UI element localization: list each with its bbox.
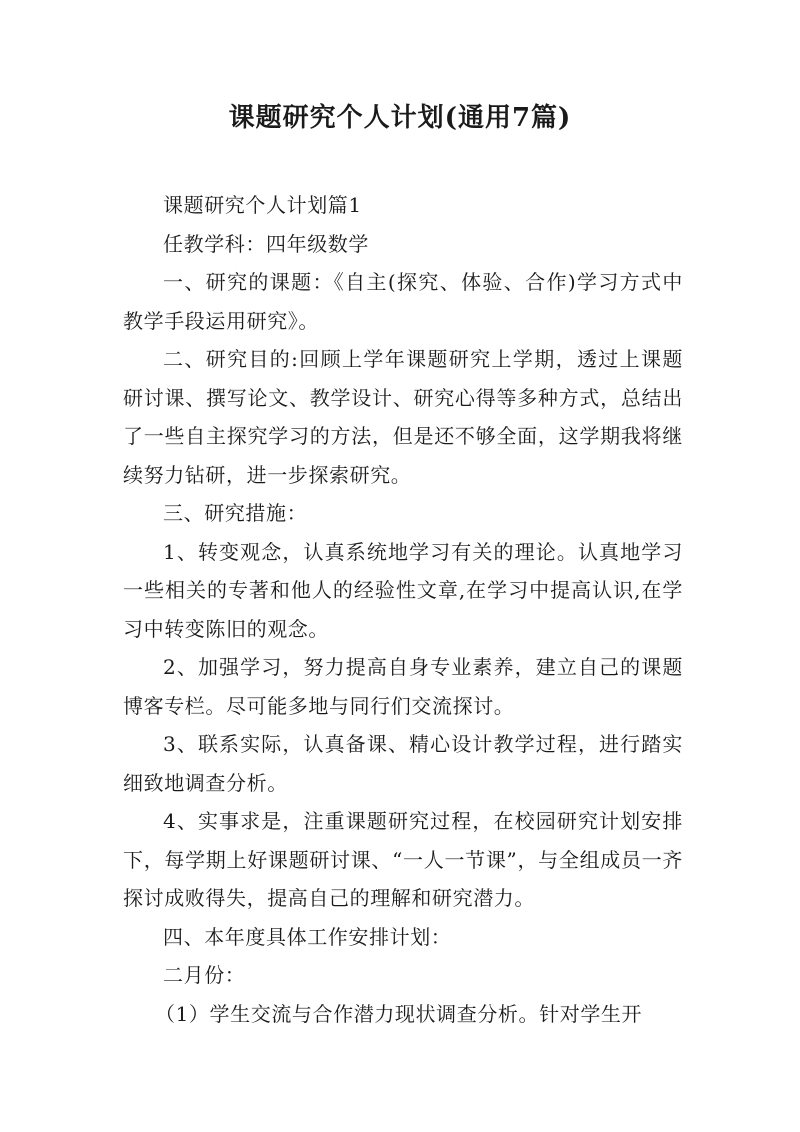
paragraph-research-purpose: 二、研究目的:回顾上学年课题研究上学期，透过上课题研讨课、撰写论文、教学设计、研究心得等多种方式，总结出了一些自主探究学习的方法，但是还不够全面，这学期我将继续努力钻研，进一步探索研究。 [123, 347, 683, 487]
paragraph-february-item-1: （1）学生交流与合作潜力现状调查分析。针对学生开 [155, 1001, 643, 1026]
paragraph-measure-3: 3、联系实际，认真备课、精心设计教学过程，进行踏实细致地调查分析。 [123, 732, 683, 795]
paragraph-work-plan-heading: 四、本年度具体工作安排计划： [163, 924, 452, 949]
paragraph-research-measures-heading: 三、研究措施： [163, 501, 308, 525]
subject-line: 任教学科：四年级数学 [163, 231, 369, 256]
paragraph-research-topic: 一、研究的课题：《自主(探究、体验、合作)学习方式中教学手段运用研究》。 [123, 270, 683, 333]
paragraph-february: 二月份： [163, 963, 246, 987]
paragraph-measure-1: 1、转变观念，认真系统地学习有关的理论。认真地学习一些相关的专著和他人的经验性文章,在学习中提高认识,在学习中转变陈旧的观念。 [123, 539, 683, 641]
paragraph-measure-4: 4、实事求是，注重课题研究过程，在校园研究计划安排下，每学期上好课题研讨课、“一人一节课”，与全组成员一齐探讨成败得失，提高自己的理解和研究潜力。 [123, 809, 683, 910]
document-body [123, 186, 683, 1033]
paragraph-measure-2: 2、加强学习，努力提高自身专业素养，建立自己的课题博客专栏。尽可能多地与同行们交流探讨。 [123, 655, 683, 718]
document-title: 课题研究个人计划(通用7篇) [228, 103, 572, 133]
section-heading: 课题研究个人计划篇1 [163, 193, 362, 217]
